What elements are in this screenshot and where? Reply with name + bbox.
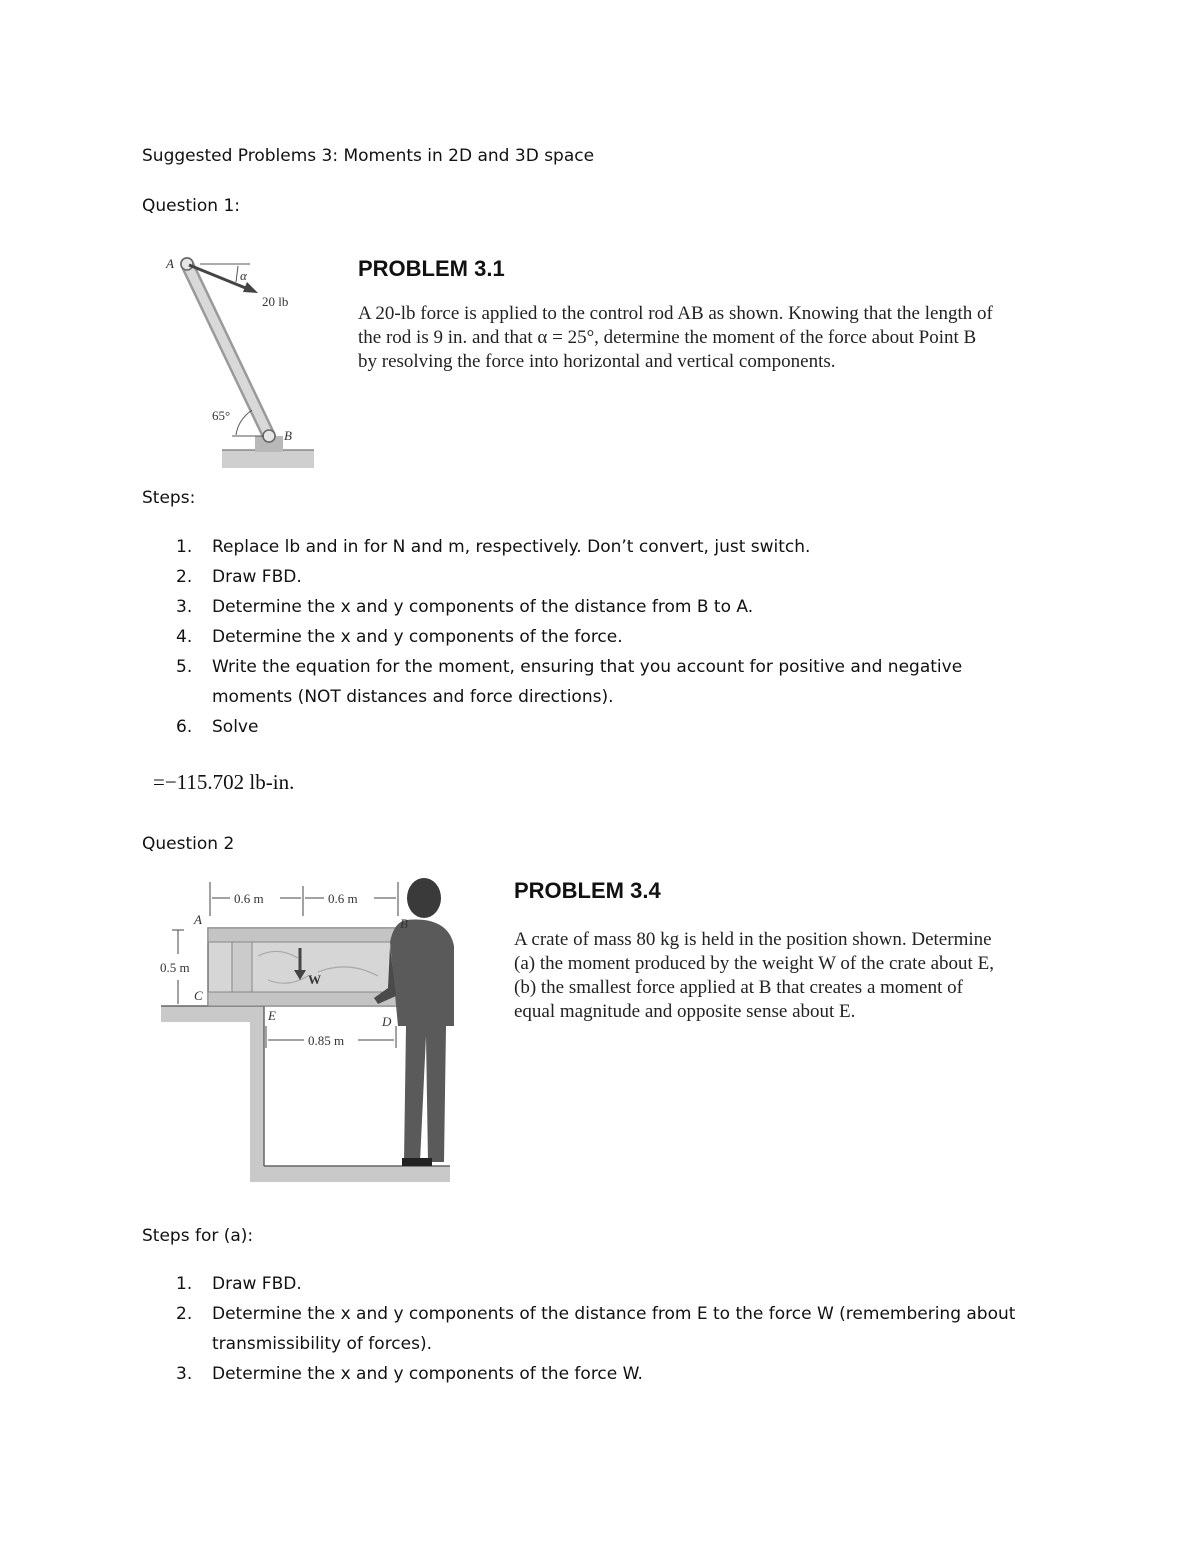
person-shoes xyxy=(402,1158,432,1166)
problem-3-4-figure xyxy=(158,876,458,1186)
person-head xyxy=(407,878,441,918)
problem-3-1-figure xyxy=(160,250,320,472)
figure-label-e: E xyxy=(268,1008,276,1023)
problem-3-4-line: equal magnitude and opposite sense about E. xyxy=(514,1001,856,1022)
figure-label-angle: 65° xyxy=(212,408,231,423)
list-item: 2. Draw FBD. xyxy=(176,567,302,587)
figure-label-b: B xyxy=(284,428,292,443)
figure-label-a: A xyxy=(166,256,174,271)
problem-3-4-line: A crate of mass 80 kg is held in the position shown. Determine xyxy=(514,929,992,950)
problem-3-4-line: (a) the moment produced by the weight W of the crate about E, xyxy=(514,953,994,974)
question-2-label: Question 2 xyxy=(142,834,235,854)
crate-left-post xyxy=(232,942,252,992)
list-item: 4. Determine the x and y components of the force. xyxy=(176,627,623,647)
problem-3-4-heading: PROBLEM 3.4 xyxy=(514,878,661,903)
force-arrowhead xyxy=(243,282,258,293)
list-item: 1. Replace lb and in for N and m, respectively. Don’t convert, just switch. xyxy=(176,537,811,557)
list-item: 2. Determine the x and y components of the distance from E to the force W (remembering about xyxy=(176,1304,1016,1324)
steps-label: Steps: xyxy=(142,488,196,508)
dim-label-top-left: 0.6 m xyxy=(234,891,264,906)
list-item: 1. Draw FBD. xyxy=(176,1274,302,1294)
dim-label-top-right: 0.6 m xyxy=(328,891,358,906)
ground-base xyxy=(222,450,314,468)
problem-3-1-text xyxy=(358,302,993,374)
pin-b xyxy=(263,430,275,442)
problem-3-1-line: by resolving the force into horizontal and vertical components. xyxy=(358,351,836,372)
dim-label-height: 0.5 m xyxy=(160,960,190,975)
crate-top-board xyxy=(208,928,404,942)
list-item: 5. Write the equation for the moment, ensuring that you account for positive and negative xyxy=(176,657,963,677)
figure-label-force: 20 lb xyxy=(262,294,289,309)
list-item: 6. Solve xyxy=(176,717,259,737)
document-title: Suggested Problems 3: Moments in 2D and 3D space xyxy=(142,146,595,166)
pin-a xyxy=(181,258,193,270)
person-body xyxy=(390,920,454,1162)
list-item-continuation: transmissibility of forces). xyxy=(212,1334,433,1354)
problem-3-4-line: (b) the smallest force applied at B that creates a moment of xyxy=(514,977,963,998)
figure-label-b: B xyxy=(400,916,408,931)
crate-bottom-board xyxy=(208,992,404,1006)
problem-3-4-text xyxy=(514,928,994,1024)
angle-arc xyxy=(236,410,252,435)
problem-3-1-line: the rod is 9 in. and that α = 25°, determine the moment of the force about Point B xyxy=(358,327,977,348)
answer-q1: =−115.702 lb-in. xyxy=(153,770,295,794)
figure-label-d: D xyxy=(382,1014,392,1029)
alpha-arc xyxy=(236,266,238,282)
figure-label-a: A xyxy=(194,912,202,927)
steps-for-a-label: Steps for (a): xyxy=(142,1226,254,1246)
problem-3-1-heading: PROBLEM 3.1 xyxy=(358,256,505,281)
problem-3-1-line: A 20-lb force is applied to the control rod AB as shown. Knowing that the length of xyxy=(358,303,993,324)
dim-label-bottom: 0.85 m xyxy=(308,1033,345,1048)
question-1-label: Question 1: xyxy=(142,196,240,216)
figure-label-w: W xyxy=(308,972,321,987)
figure-label-alpha: α xyxy=(240,268,247,283)
figure-label-c: C xyxy=(194,988,203,1003)
list-item-continuation: moments (NOT distances and force directions). xyxy=(212,687,614,707)
list-item: 3. Determine the x and y components of the distance from B to A. xyxy=(176,597,754,617)
list-item: 3. Determine the x and y components of the force W. xyxy=(176,1364,643,1384)
